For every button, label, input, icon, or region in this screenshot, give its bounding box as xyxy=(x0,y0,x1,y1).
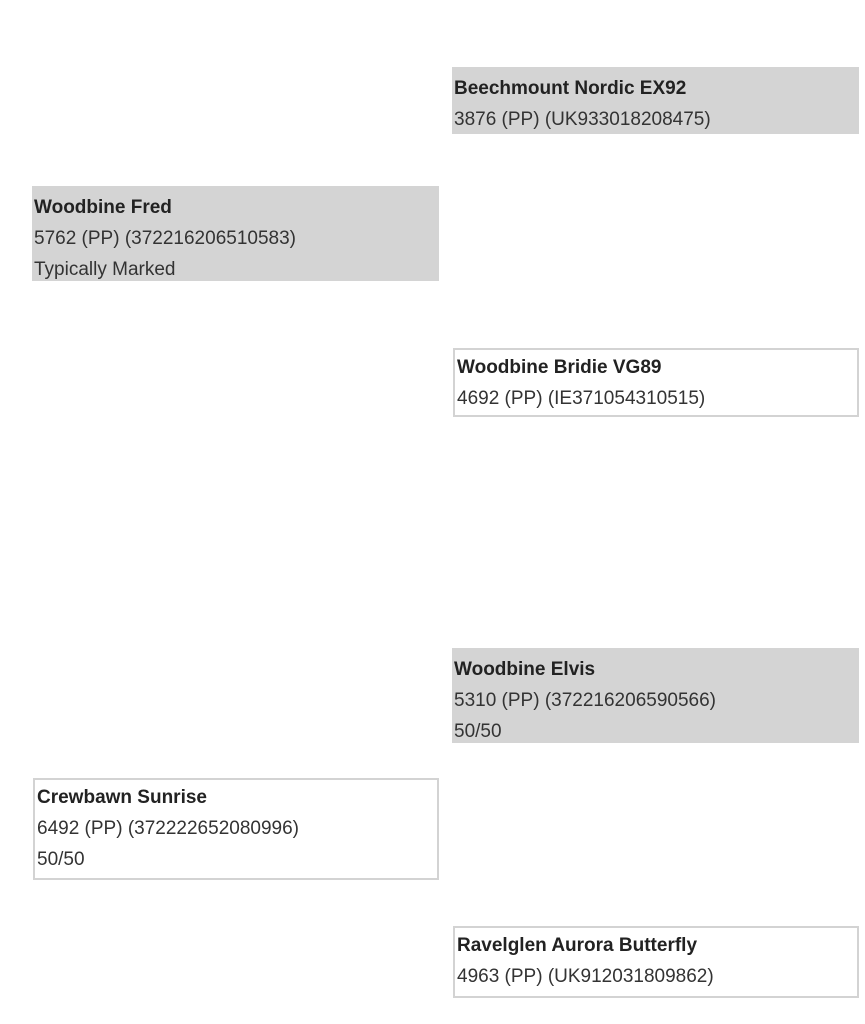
animal-name: Crewbawn Sunrise xyxy=(37,787,207,808)
pedigree-card-sire-dam xyxy=(453,348,859,417)
animal-registration: 5310 (PP) (372216206590566) xyxy=(454,690,716,711)
animal-marking: Typically Marked xyxy=(34,259,176,280)
pedigree-card-dam-sire xyxy=(452,648,859,743)
animal-name: Woodbine Bridie VG89 xyxy=(457,357,662,378)
animal-name: Beechmount Nordic EX92 xyxy=(454,78,687,99)
animal-registration: 5762 (PP) (372216206510583) xyxy=(34,228,296,249)
animal-marking: 50/50 xyxy=(37,849,85,870)
animal-name: Ravelglen Aurora Butterfly xyxy=(457,935,698,956)
animal-registration: 3876 (PP) (UK933018208475) xyxy=(454,109,711,130)
animal-registration: 6492 (PP) (372222652080996) xyxy=(37,818,299,839)
animal-marking: 50/50 xyxy=(454,721,502,742)
animal-name: Woodbine Fred xyxy=(34,197,172,218)
animal-registration: 4963 (PP) (UK912031809862) xyxy=(457,966,714,987)
pedigree-card-sire xyxy=(32,186,439,281)
pedigree-card-sire-sire xyxy=(452,67,859,134)
pedigree-card-dam-dam xyxy=(453,926,859,998)
pedigree-card-dam xyxy=(33,778,439,880)
animal-name: Woodbine Elvis xyxy=(454,659,596,680)
animal-registration: 4692 (PP) (IE371054310515) xyxy=(457,388,706,409)
